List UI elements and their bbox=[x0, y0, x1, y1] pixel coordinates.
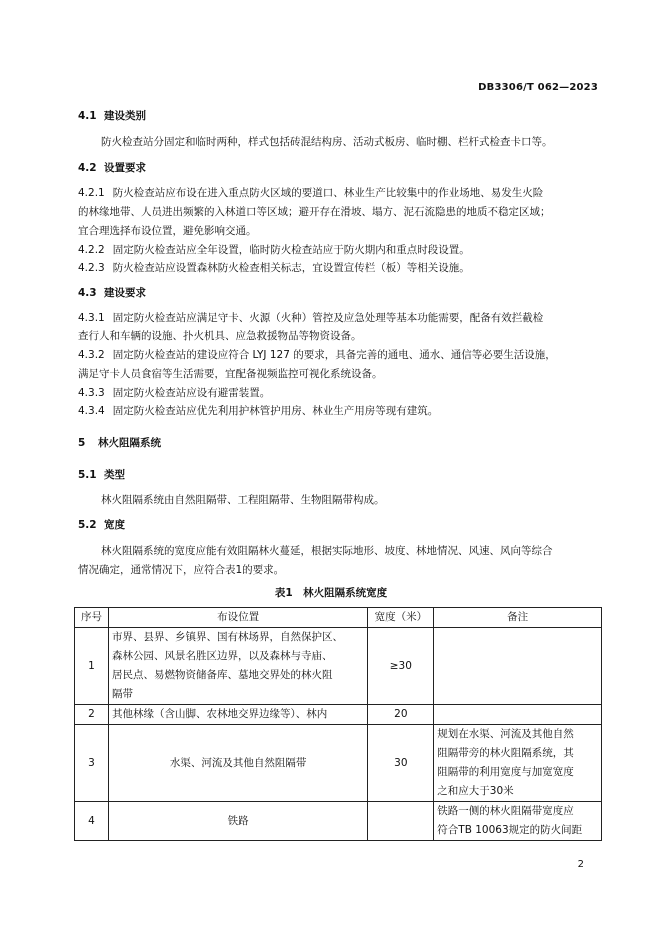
chapter-5-heading bbox=[78, 434, 600, 453]
section-number: 5.2 bbox=[78, 519, 97, 531]
location-line: 市界、县界、乡镇界、国有林场界，自然保护区、 bbox=[111, 631, 343, 643]
fire-break-width-table bbox=[74, 607, 602, 841]
row-note bbox=[434, 725, 602, 802]
section-number: 5 bbox=[78, 437, 86, 449]
row-no: 2 bbox=[75, 705, 109, 725]
clause-4-2-1-line-2: 的林缘地带、人员进出频繁的入林道口等区域；避开存在滑坡、塌方、泥石流隐患的地质不稳定区域； bbox=[78, 206, 551, 218]
note-line: 阻隔带旁的林火阻隔系统，其 bbox=[437, 747, 574, 759]
section-title: 林火阻隔系统 bbox=[98, 437, 161, 449]
table-row bbox=[75, 802, 602, 841]
section-number: 4.3 bbox=[78, 287, 97, 299]
section-5-2-heading bbox=[78, 516, 600, 535]
row-width bbox=[368, 802, 434, 841]
section-4-1-body: 防火检查站分固定和临时两种，样式包括砖混结构房、活动式板房、临时棚、栏杆式检查卡口等。 bbox=[101, 136, 553, 148]
page-number: 2 bbox=[577, 859, 584, 870]
note-line: 阻隔带的利用宽度与加宽宽度 bbox=[437, 766, 574, 778]
row-width: 20 bbox=[368, 705, 434, 725]
clause-4-2-1-line-1 bbox=[78, 184, 600, 203]
clause-4-3-1-line-2: 查行人和车辆的设施、扑火机具、应急救援物品等物资设备。 bbox=[78, 330, 362, 342]
table-header-row bbox=[75, 608, 602, 628]
section-number: 5.1 bbox=[78, 469, 97, 481]
table-row bbox=[75, 725, 602, 802]
clause-text: 固定防火检查站应满足守卡、火源（火种）管控及应急处理等基本功能需要，配备有效拦截检 bbox=[112, 312, 544, 324]
row-note bbox=[434, 628, 602, 705]
clause-number: 4.2.3 bbox=[78, 262, 105, 274]
header-no: 序号 bbox=[75, 608, 109, 628]
table-caption: 表1 林火阻隔系统宽度 bbox=[274, 587, 388, 599]
row-location: 铁路 bbox=[108, 802, 367, 841]
clause-text: 固定防火检查站的建设应符合 LYJ 127 的要求，具备完善的通电、通水、通信等必要生活设施， bbox=[112, 349, 556, 361]
clause-4-2-2 bbox=[78, 241, 600, 260]
clause-number: 4.2.1 bbox=[78, 187, 105, 199]
clause-text: 固定防火检查站应全年设置，临时防火检查站应于防火期内和重点时段设置。 bbox=[112, 244, 470, 256]
row-location: 水渠、河流及其他自然阻隔带 bbox=[108, 725, 367, 802]
row-location: 其他林缘（含山脚、农林地交界边缘等）、林内 bbox=[108, 705, 367, 725]
section-5-1-heading bbox=[78, 466, 600, 485]
section-4-3-heading bbox=[78, 284, 600, 303]
clause-text: 固定防火检查站应设有避雷装置。 bbox=[112, 387, 271, 399]
clause-number: 4.2.2 bbox=[78, 244, 105, 256]
row-width: 30 bbox=[368, 725, 434, 802]
section-title: 建设类别 bbox=[104, 110, 146, 122]
clause-4-3-4 bbox=[78, 402, 600, 421]
row-note bbox=[434, 802, 602, 841]
section-5-1-body: 林火阻隔系统由自然阻隔带、工程阻隔带、生物阻隔带构成。 bbox=[101, 494, 385, 506]
header-note: 备注 bbox=[434, 608, 602, 628]
clause-number: 4.3.3 bbox=[78, 387, 105, 399]
clause-4-2-1-line-3: 宜合理选择布设位置，避免影响交通。 bbox=[78, 225, 257, 237]
section-title: 设置要求 bbox=[104, 162, 146, 174]
clause-4-3-2-line-2: 满足守卡人员食宿等生活需要，宜配备视频监控可视化系统设备。 bbox=[78, 368, 383, 380]
note-line: 规划在水渠、河流及其他自然 bbox=[437, 728, 574, 740]
row-location bbox=[108, 628, 367, 705]
note-line: 符合TB 10063规定的防火间距 bbox=[437, 824, 583, 836]
table-row bbox=[75, 705, 602, 725]
header-width: 宽度（米） bbox=[368, 608, 434, 628]
clause-4-3-2-line-1 bbox=[78, 346, 600, 365]
section-title: 类型 bbox=[104, 469, 125, 481]
section-number: 4.2 bbox=[78, 162, 97, 174]
section-5-2-body-line-1: 林火阻隔系统的宽度应能有效阻隔林火蔓延，根据实际地形、坡度、林地情况、风速、风向等综合 bbox=[101, 545, 553, 557]
section-title: 建设要求 bbox=[104, 287, 146, 299]
clause-text: 固定防火检查站应优先利用护林管护用房、林业生产用房等现有建筑。 bbox=[112, 405, 439, 417]
clause-4-3-3 bbox=[78, 384, 600, 403]
clause-4-3-1-line-1 bbox=[78, 309, 600, 328]
note-line: 之和应大于30米 bbox=[437, 785, 514, 797]
header-location: 布设位置 bbox=[108, 608, 367, 628]
location-line: 居民点、易燃物资储备库、墓地交界处的林火阻 bbox=[111, 669, 333, 681]
clause-number: 4.3.4 bbox=[78, 405, 105, 417]
row-no: 1 bbox=[75, 628, 109, 705]
row-width: ≥30 bbox=[368, 628, 434, 705]
row-note bbox=[434, 705, 602, 725]
section-4-1-heading bbox=[78, 107, 600, 126]
location-line: 隔带 bbox=[111, 688, 133, 700]
section-number: 4.1 bbox=[78, 110, 97, 122]
clause-4-2-3 bbox=[78, 259, 600, 278]
section-5-2-body-line-2: 情况确定，通常情况下，应符合表1的要求。 bbox=[78, 564, 285, 576]
row-no: 4 bbox=[75, 802, 109, 841]
table-row bbox=[75, 628, 602, 705]
document-id: DB3306/T 062—2023 bbox=[478, 82, 598, 93]
clause-text: 防火检查站应布设在进入重点防火区域的要道口、林业生产比较集中的作业场地、易发生火险 bbox=[112, 187, 544, 199]
clause-number: 4.3.1 bbox=[78, 312, 105, 324]
clause-text: 防火检查站应设置森林防火检查相关标志，宜设置宣传栏（板）等相关设施。 bbox=[112, 262, 470, 274]
note-line: 铁路一侧的林火阻隔带宽度应 bbox=[437, 805, 574, 817]
section-4-2-heading bbox=[78, 159, 600, 178]
section-title: 宽度 bbox=[104, 519, 125, 531]
location-line: 森林公园、风景名胜区边界，以及森林与寺庙、 bbox=[111, 650, 333, 662]
clause-number: 4.3.2 bbox=[78, 349, 105, 361]
row-no: 3 bbox=[75, 725, 109, 802]
